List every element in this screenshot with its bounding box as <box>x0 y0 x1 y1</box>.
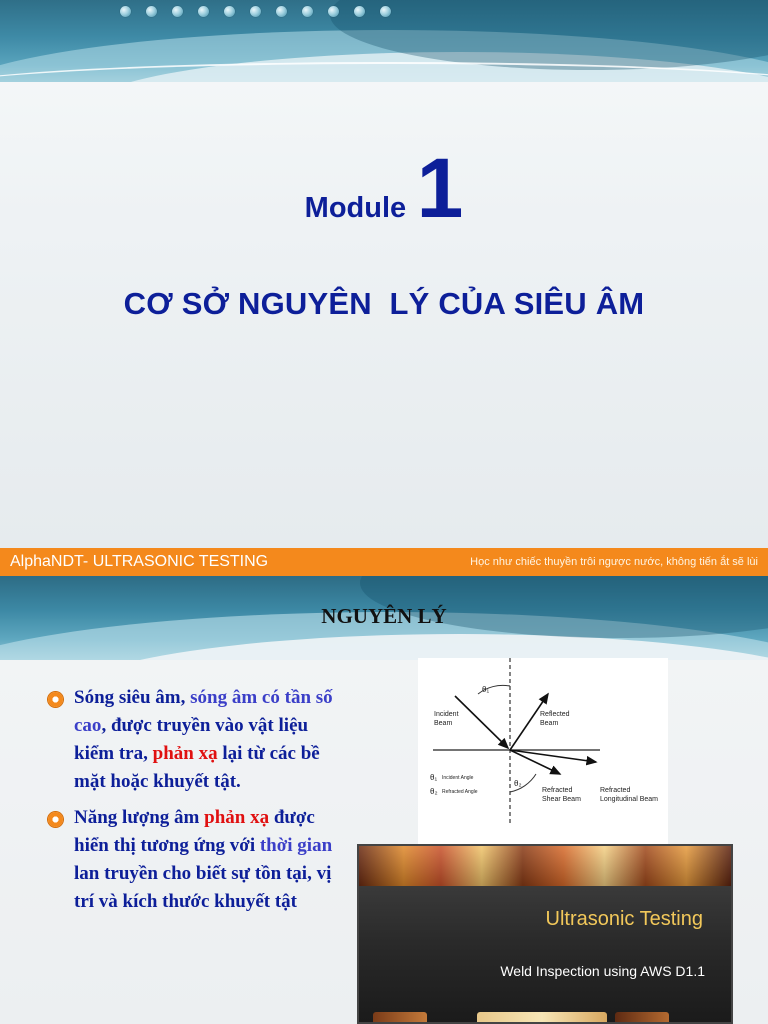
photo-thumbnail <box>477 1012 607 1024</box>
weld-texture-strip <box>359 846 731 886</box>
bullet-text: Năng lượng âm <box>74 807 205 828</box>
bullet-highlight: thời gian <box>259 835 333 856</box>
longitudinal-label: Refracted <box>600 787 631 794</box>
module-label: Module <box>304 192 407 224</box>
incident-beam-arrow <box>455 696 508 748</box>
legend-theta1-text: Incident Angle <box>442 775 474 781</box>
bullet-item <box>48 684 348 796</box>
bullet-highlight: phản xạ <box>204 807 270 828</box>
shear-label-2: Shear Beam <box>542 796 581 803</box>
photo-title: Ultrasonic Testing <box>545 908 703 930</box>
bullet-icon <box>48 692 63 707</box>
legend-theta2-text: Refracted Angle <box>442 789 478 795</box>
refraction-diagram-svg <box>418 658 668 828</box>
slide-title: CƠ SỞ NGUYÊN LÝ CỦA SIÊU ÂM <box>123 286 645 321</box>
legend-theta2: θ₂ <box>430 787 438 796</box>
bullet-text: , được truyền vào vật liệu kiểm tra, <box>74 715 309 764</box>
module-heading <box>0 140 768 237</box>
bullet-text: được hiển thị tương ứng với <box>74 807 315 856</box>
bullet-text: lan truyền cho biết sự tồn tại, vị trí và kích thước khuyết tật <box>74 863 332 912</box>
refraction-diagram <box>418 658 668 828</box>
footer-motto: Học như chiếc thuyền trôi ngược nước, không tiến ắt sẽ lùi <box>470 556 758 568</box>
theta2-label: θ₂ <box>514 779 522 788</box>
photo-thumbnail <box>615 1012 669 1024</box>
photo-subtitle: Weld Inspection using AWS D1.1 <box>500 963 705 979</box>
bullet-highlight: sóng âm có tần số cao <box>74 687 333 736</box>
shear-label: Refracted <box>542 787 573 794</box>
legend-theta1: θ₁ <box>430 773 438 782</box>
reflected-label-2: Beam <box>540 720 559 727</box>
bullet-icon <box>48 812 63 827</box>
footer-bar <box>0 548 768 576</box>
theta1-label: θ₁ <box>482 685 490 694</box>
module-number: 1 <box>416 141 464 235</box>
content-slide <box>0 576 768 1024</box>
incident-label-2: Beam <box>434 720 453 727</box>
footer-course-name: AlphaNDT- ULTRASONIC TESTING <box>10 553 269 570</box>
incident-label: Incident <box>434 711 459 718</box>
bullet-item <box>48 804 348 916</box>
bullet-list <box>48 684 348 924</box>
longitudinal-label-2: Longitudinal Beam <box>600 796 658 803</box>
ultrasonic-testing-image <box>357 844 733 1024</box>
photo-thumbnail <box>373 1012 427 1024</box>
slide-heading: NGUYÊN LÝ <box>321 604 447 628</box>
bullet-highlight: phản xạ <box>152 743 218 764</box>
bullet-text: lại từ các bề mặt hoặc khuyết tật. <box>74 743 320 792</box>
decorative-dots <box>120 6 391 17</box>
reflected-label: Reflected <box>540 711 570 718</box>
bullet-text: Sóng siêu âm, <box>74 687 191 708</box>
